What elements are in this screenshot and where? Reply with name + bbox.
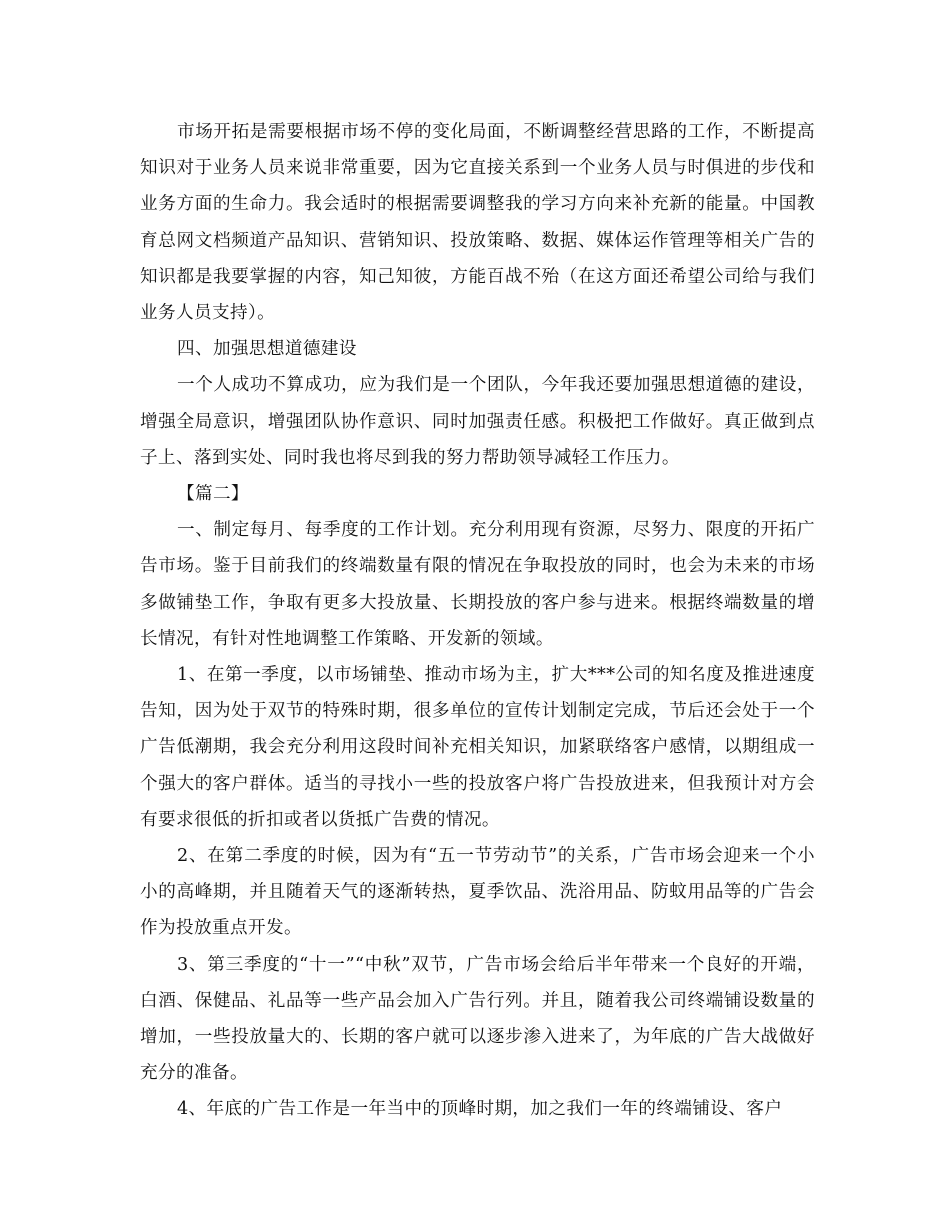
paragraph-first-quarter: 1、在第一季度，以市场铺垫、推动市场为主，扩大***公司的知名度及推进速度告知，因为处于双节的特殊时期，很多单位的宣传计划制定完成，节后还会处于一个广告低潮期，我会充分利用这段时间补充相关知识，加紧联络客户感情，以期组成一个强大的客户群体。适当的寻找小一些的投放客户将广告投放进来，但我预计对方会有要求很低的折扣或者以货抵广告费的情况。 [140, 665, 815, 830]
section-heading-moral-construction: 四、加强思想道德建设 [176, 339, 357, 360]
section-heading-part-two: 【篇二】 [176, 484, 249, 505]
paragraph-team-spirit: 一个人成功不算成功，应为我们是一个团队，今年我还要加强思想道德的建设，增强全局意识，增强团队协作意识、同时加强责任感。积极把工作做好。真正做到点子上、落到实处、同时我也将尽到我的努力帮助领导减轻工作压力。 [140, 375, 815, 468]
paragraph-market-expansion: 市场开拓是需要根据市场不停的变化局面，不断调整经营思路的工作，不断提高知识对于业务人员来说非常重要，因为它直接关系到一个业务人员与时俱进的步伐和业务方面的生命力。我会适时的根据需要调整我的学习方向来补充新的能量。中国教育总网文档频道产品知识、营销知识、投放策略、数据、媒体运作管理等相关广告的知识都是我要掌握的内容，知己知彼，方能百战不殆（在这方面还希望公司给与我们业务人员支持）。 [140, 122, 815, 324]
paragraph-year-end: 4、年底的广告工作是一年当中的顶峰时期，加之我们一年的终端铺设、客户 [176, 1099, 783, 1120]
paragraph-monthly-plan: 一、制定每月、每季度的工作计划。充分利用现有资源，尽努力、限度的开拓广告市场。鉴于目前我们的终端数量有限的情况在争取投放的同时，也会为未来的市场多做铺垫工作，争取有更多大投放量、长期投放的客户参与进来。根据终端数量的增长情况，有针对性地调整工作策略、开发新的领域。 [140, 520, 815, 649]
paragraph-second-quarter: 2、在第二季度的时候，因为有“五一节劳动节”的关系，广告市场会迎来一个小小的高峰期，并且随着天气的逐渐转热，夏季饮品、洗浴用品、防蚊用品等的广告会作为投放重点开发。 [140, 846, 815, 939]
document-body [140, 114, 815, 1128]
paragraph-third-quarter: 3、第三季度的“十一”“中秋”双节，广告市场会给后半年带来一个良好的开端，白酒、保健品、礼品等一些产品会加入广告行列。并且，随着我公司终端铺设数量的增加，一些投放量大的、长期的客户就可以逐步渗入进来了，为年底的广告大战做好充分的准备。 [140, 954, 815, 1084]
